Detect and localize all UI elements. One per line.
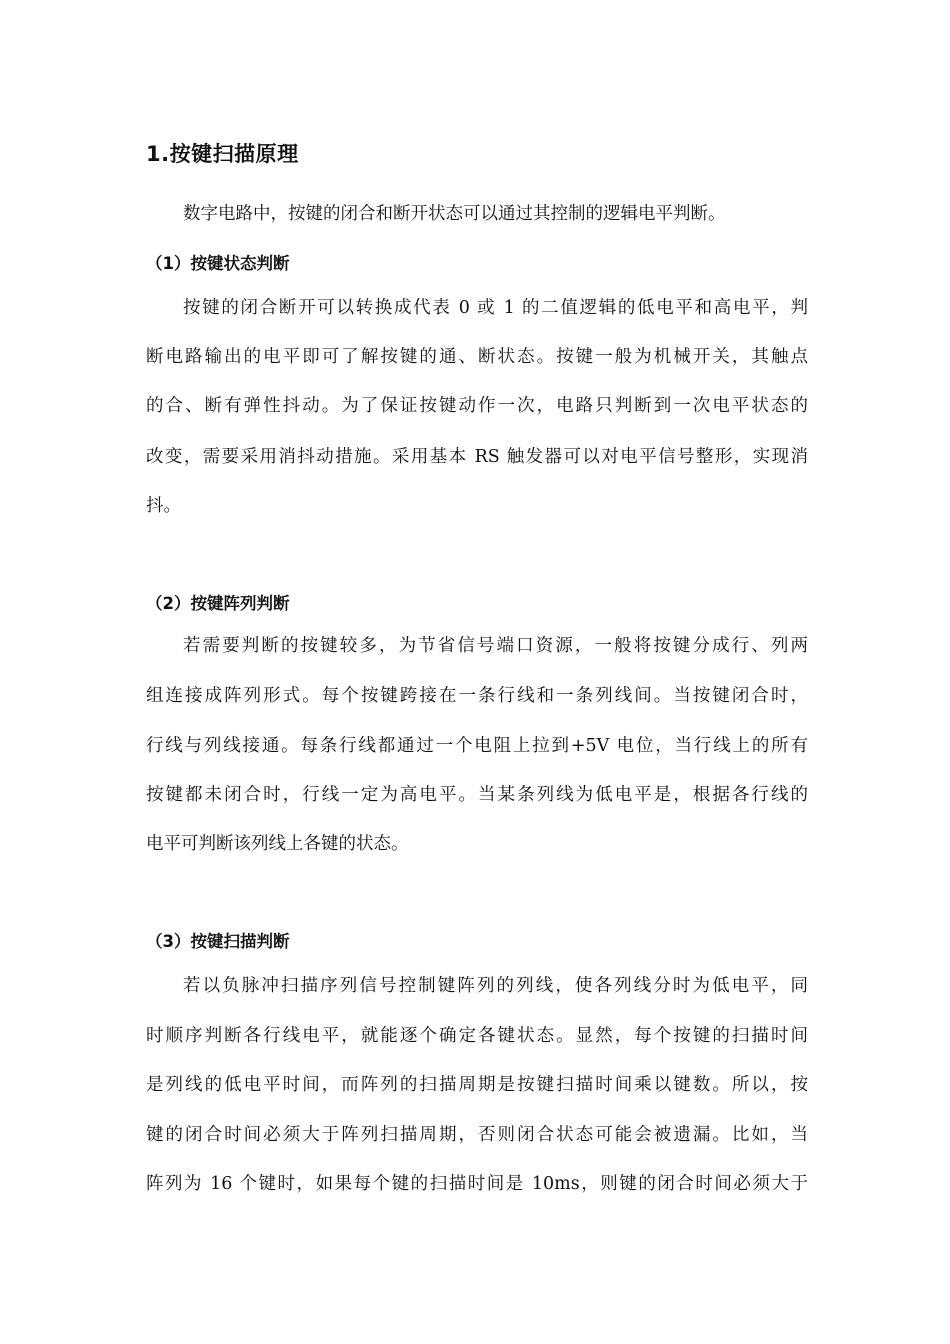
paragraph-line: 电平可判断该列线上各键的状态。 <box>146 834 409 854</box>
paragraph-line: 阵列为 16 个键时，如果每个键的扫描时间是 10ms，则键的闭合时间必须大于 <box>146 1174 808 1194</box>
paragraph-line: 是列线的低电平时间，而阵列的扫描周期是按键扫描时间乘以键数。所以，按 <box>146 1075 808 1095</box>
paragraph-line: 抖。 <box>146 496 181 516</box>
subsection-title-3: （3）按键扫描判断 <box>146 932 290 951</box>
subsection-title-2: （2）按键阵列判断 <box>146 594 290 613</box>
paragraph-line: 若需要判断的按键较多，为节省信号端口资源，一般将按键分成行、列两 <box>183 636 808 656</box>
paragraph-line: 键的闭合时间必须大于阵列扫描周期，否则闭合状态可能会被遗漏。比如，当 <box>146 1125 808 1145</box>
paragraph-line: 若以负脉冲扫描序列信号控制键阵列的列线，使各列线分时为低电平，同 <box>183 976 808 996</box>
paragraph-line: 组连接成阵列形式。每个按键跨接在一条行线和一条列线间。当按键闭合时， <box>146 686 808 706</box>
paragraph-line: 按键的闭合断开可以转换成代表 0 或 1 的二值逻辑的低电平和高电平，判 <box>183 298 808 318</box>
paragraph-line: 的合、断有弹性抖动。为了保证按键动作一次，电路只判断到一次电平状态的 <box>146 396 808 416</box>
section-heading: 1.按键扫描原理 <box>146 142 299 166</box>
intro-paragraph: 数字电路中，按键的闭合和断开状态可以通过其控制的逻辑电平判断。 <box>183 204 726 224</box>
paragraph-line: 时顺序判断各行线电平，就能逐个确定各键状态。显然，每个按键的扫描时间 <box>146 1026 808 1046</box>
paragraph-line: 行线与列线接通。每条行线都通过一个电阻上拉到+5V 电位，当行线上的所有 <box>146 736 808 756</box>
paragraph-line: 按键都未闭合时，行线一定为高电平。当某条列线为低电平是，根据各行线的 <box>146 785 808 805</box>
paragraph-line: 改变，需要采用消抖动措施。采用基本 RS 触发器可以对电平信号整形，实现消 <box>146 447 808 467</box>
paragraph-line: 断电路输出的电平即可了解按键的通、断状态。按键一般为机械开关，其触点 <box>146 347 808 367</box>
subsection-title-1: （1）按键状态判断 <box>146 254 290 273</box>
